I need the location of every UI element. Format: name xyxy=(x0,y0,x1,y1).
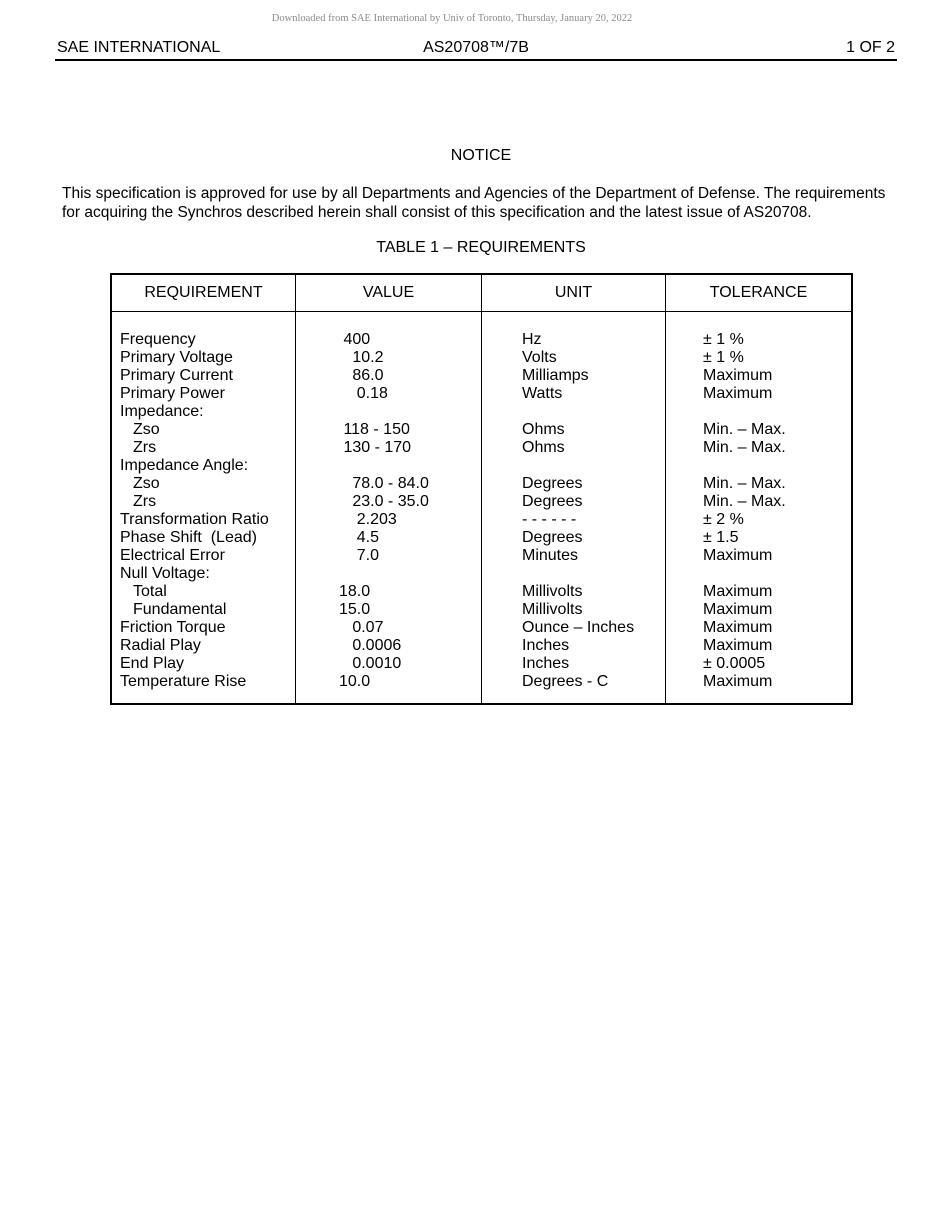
requirement-cell: Radial Play xyxy=(120,637,201,654)
tolerance-cell: Min. – Max. xyxy=(703,421,786,438)
tolerance-cell: Maximum xyxy=(703,385,773,402)
tolerance-cell: ± 1 % xyxy=(703,349,744,366)
unit-column xyxy=(482,312,666,703)
value-cell: 18.0 xyxy=(339,583,371,600)
unit-cell xyxy=(482,403,665,421)
tolerance-cell: Maximum xyxy=(703,547,773,564)
header-organization: SAE INTERNATIONAL xyxy=(57,39,221,56)
unit-cell: Degrees xyxy=(522,475,583,492)
value-cell: 7.0 xyxy=(339,547,380,564)
unit-cell: Ohms xyxy=(522,421,565,438)
value-cell: 10.0 xyxy=(339,673,371,690)
value-column xyxy=(296,312,482,703)
header-document-number: AS20708™/7B xyxy=(423,39,529,56)
tolerance-cell xyxy=(666,403,851,421)
tolerance-cell: ± 2 % xyxy=(703,511,744,528)
requirement-cell: Phase Shift (Lead) xyxy=(120,529,257,546)
value-cell: 23.0 - 35.0 xyxy=(339,493,429,510)
tolerance-cell: Maximum xyxy=(703,583,773,600)
value-cell: 86.0 xyxy=(339,367,384,384)
tolerance-cell: ± 1.5 xyxy=(703,529,739,546)
header-page-number: 1 OF 2 xyxy=(846,39,895,56)
tolerance-cell xyxy=(666,565,851,583)
requirements-table xyxy=(110,273,853,705)
unit-cell: - - - - - - xyxy=(522,511,577,528)
requirement-cell: End Play xyxy=(120,655,185,672)
requirement-cell: Electrical Error xyxy=(120,547,225,564)
unit-cell: Millivolts xyxy=(522,583,583,600)
unit-cell: Inches xyxy=(522,655,570,672)
notice-paragraph-line: for acquiring the Synchros described herein shall consist of this specification and the latest issue of AS20708. xyxy=(62,204,812,221)
tolerance-cell: Min. – Max. xyxy=(703,475,786,492)
value-cell: 130 - 170 xyxy=(339,439,412,456)
tolerance-cell: Min. – Max. xyxy=(703,493,786,510)
requirement-cell: Null Voltage: xyxy=(120,565,210,582)
table-title: TABLE 1 – REQUIREMENTS xyxy=(376,239,586,256)
requirement-cell: Impedance: xyxy=(120,403,204,420)
unit-cell: Volts xyxy=(522,349,557,366)
requirement-cell: Primary Power xyxy=(120,385,225,402)
unit-cell: Watts xyxy=(522,385,563,402)
unit-cell: Minutes xyxy=(522,547,579,564)
requirement-cell: Temperature Rise xyxy=(120,673,247,690)
value-cell: 0.07 xyxy=(339,619,384,636)
value-cell xyxy=(296,565,481,583)
value-cell: 118 - 150 xyxy=(339,421,410,438)
unit-cell xyxy=(482,457,665,475)
unit-cell: Ounce – Inches xyxy=(522,619,635,636)
requirement-cell: Primary Voltage xyxy=(120,349,233,366)
value-cell: 15.0 xyxy=(339,601,371,618)
header-rule xyxy=(55,59,897,61)
download-watermark: Downloaded from SAE International by Univ of Toronto, Thursday, January 20, 2022 xyxy=(271,13,633,24)
tolerance-cell: Maximum xyxy=(703,367,773,384)
requirement-cell: Zrs xyxy=(133,493,157,510)
requirement-cell: Transformation Ratio xyxy=(120,511,269,528)
tolerance-cell: Maximum xyxy=(703,637,773,654)
tolerance-cell: ± 0.0005 xyxy=(703,655,766,672)
column-header-tolerance: TOLERANCE xyxy=(709,284,808,301)
tolerance-cell: ± 1 % xyxy=(703,331,744,348)
unit-cell: Degrees xyxy=(522,529,583,546)
unit-cell: Inches xyxy=(522,637,570,654)
value-cell: 4.5 xyxy=(339,529,380,546)
requirement-cell: Friction Torque xyxy=(120,619,226,636)
requirement-cell: Frequency xyxy=(120,331,196,348)
tolerance-cell: Min. – Max. xyxy=(703,439,786,456)
unit-cell: Milliamps xyxy=(522,367,589,384)
requirement-cell: Zrs xyxy=(133,439,157,456)
unit-cell: Ohms xyxy=(522,439,565,456)
value-cell: 0.18 xyxy=(339,385,388,402)
unit-cell xyxy=(482,565,665,583)
tolerance-column xyxy=(666,312,851,703)
value-cell xyxy=(296,403,481,421)
value-cell: 10.2 xyxy=(339,349,384,366)
value-cell: 400 xyxy=(339,331,371,348)
notice-heading: NOTICE xyxy=(450,147,512,164)
requirement-cell: Zso xyxy=(133,475,160,492)
column-header-requirement: REQUIREMENT xyxy=(112,275,296,311)
value-cell: 0.0010 xyxy=(339,655,402,672)
requirement-column xyxy=(112,312,296,703)
value-cell: 78.0 - 84.0 xyxy=(339,475,429,492)
unit-cell: Degrees - C xyxy=(522,673,609,690)
requirement-cell: Fundamental xyxy=(133,601,227,618)
unit-cell: Millivolts xyxy=(522,601,583,618)
column-header-value: VALUE xyxy=(296,275,482,311)
column-header-unit: UNIT xyxy=(482,275,666,311)
requirement-cell: Primary Current xyxy=(120,367,233,384)
unit-cell: Hz xyxy=(522,331,542,348)
requirement-cell: Total xyxy=(133,583,167,600)
value-cell xyxy=(296,457,481,475)
tolerance-cell: Maximum xyxy=(703,601,773,618)
requirement-cell: Impedance Angle: xyxy=(120,457,249,474)
tolerance-cell: Maximum xyxy=(703,673,773,690)
table-body xyxy=(112,312,851,703)
notice-paragraph-line: This specification is approved for use by all Departments and Agencies of the Department of Defense. The requirements xyxy=(62,185,886,202)
tolerance-cell xyxy=(666,457,851,475)
tolerance-cell: Maximum xyxy=(703,619,773,636)
requirement-cell: Zso xyxy=(133,421,160,438)
notice-paragraph xyxy=(62,184,885,222)
table-header-row xyxy=(112,275,851,312)
value-cell: 0.0006 xyxy=(339,637,402,654)
unit-cell: Degrees xyxy=(522,493,583,510)
value-cell: 2.203 xyxy=(339,511,397,528)
